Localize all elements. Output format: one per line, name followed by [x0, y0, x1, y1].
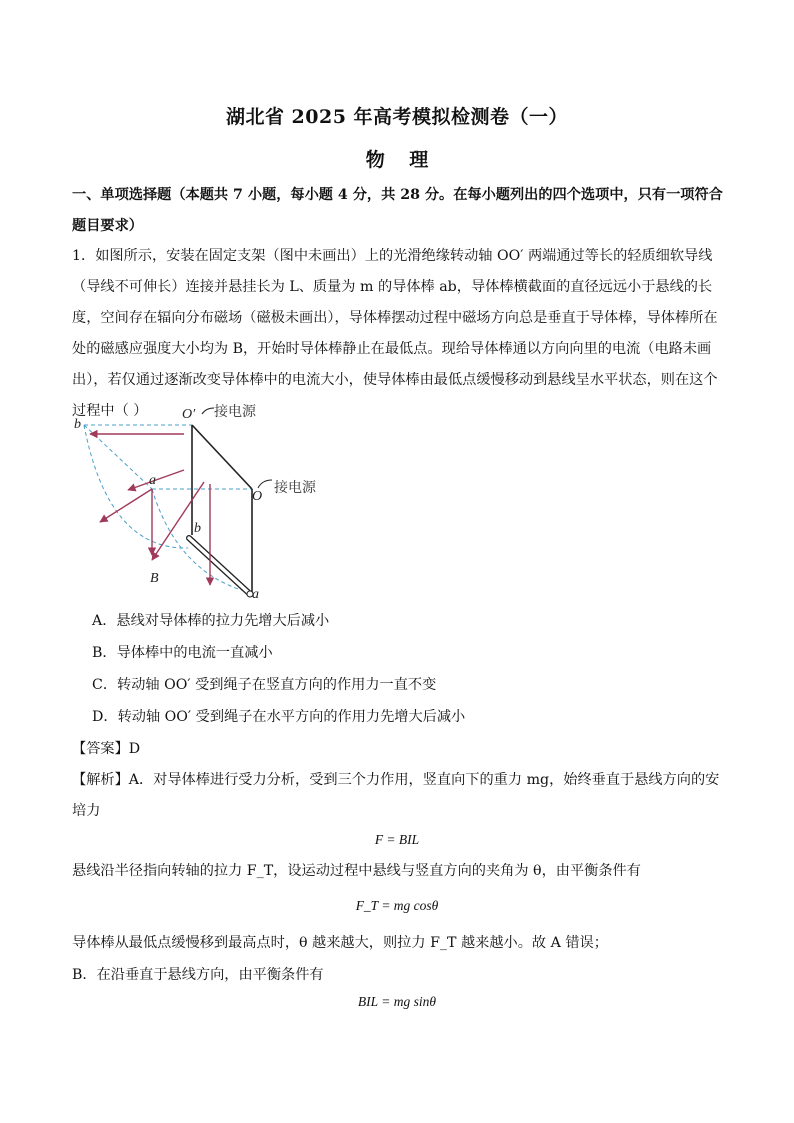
question-stem: 1．如图所示，安装在固定支架（图中未画出）上的光滑绝缘转动轴 OO′ 两端通过等长的轻质细软导线（导线不可伸长）连接并悬挂长为 L、质量为 m 的导体棒 ab，导体棒横截面的直径远远小于悬线的长度，空间存在辐向分布磁场（磁极未画出），导体棒摆动过程中磁场方向总是垂直于导体棒，导体棒所在处的磁感应强度大小均为 B，开始时导体棒静止在最低点。现给导体棒通以方向向里的电流（电路未画出），若仅通过逐渐改变导体棒中的电流大小，使导体棒由最低点缓慢移动到悬线呈水平状态，则在这个过程中（ ）: [72, 248, 718, 419]
exam-title: 湖北省 2025 年高考模拟检测卷（一）: [225, 106, 569, 128]
section-heading: 一、单项选择题（本题共 7 小题，每小题 4 分，共 28 分。在每小题列出的四个选项中，只有一项符合题目要求）: [72, 187, 723, 234]
option-b: B．导体棒中的电流一直减小: [92, 645, 273, 661]
power-label-2: 接电源: [274, 481, 316, 496]
explanation-line-4: B．在沿垂直于悬线方向，由平衡条件有: [72, 967, 324, 983]
dashed-arc-lower: [152, 489, 252, 593]
label-O-prime: O′: [182, 407, 196, 422]
label-a-bottom: a: [252, 587, 259, 600]
label-b-bottom: b: [194, 521, 201, 536]
formula-2: F_T = mg cosθ: [355, 898, 439, 913]
label-O: O: [252, 489, 263, 504]
label-B: B: [150, 571, 159, 586]
explanation-line-3: 导体棒从最低点缓慢移到最高点时，θ 越来越大，则拉力 F_T 越来越小。故 A 错误；: [72, 935, 608, 951]
answer-line: 【答案】D: [72, 741, 141, 757]
formula-3: BIL = mg sinθ: [357, 994, 437, 1009]
label-a-mid: a: [149, 473, 156, 488]
wire-hook-1: [202, 408, 214, 414]
power-label-1: 接电源: [214, 405, 256, 420]
option-c: C．转动轴 OO′ 受到绳子在竖直方向的作用力一直不变: [92, 677, 437, 693]
option-d: D．转动轴 OO′ 受到绳子在水平方向的作用力先增大后减小: [92, 709, 466, 725]
force-arrow-3: [100, 489, 152, 522]
label-b-top: b: [74, 417, 81, 432]
explanation-line-1: 【解析】A．对导体棒进行受力分析，受到三个力作用，竖直向下的重力 mg，始终垂直于悬线方向的安培力: [72, 772, 720, 819]
wire-hook-2: [258, 480, 272, 488]
formula-1: F = BIL: [374, 832, 420, 847]
subject-title: 物 理: [365, 149, 429, 171]
axis-diagonal: [192, 425, 252, 489]
force-arrow-2: [128, 470, 184, 490]
option-a: A．悬线对导体棒的拉力先增大后减小: [92, 613, 330, 629]
physics-diagram: [68, 400, 368, 600]
explanation-line-2: 悬线沿半径指向转轴的拉力 F_T，设运动过程中悬线与竖直方向的夹角为 θ，由平衡条件有: [72, 863, 641, 879]
